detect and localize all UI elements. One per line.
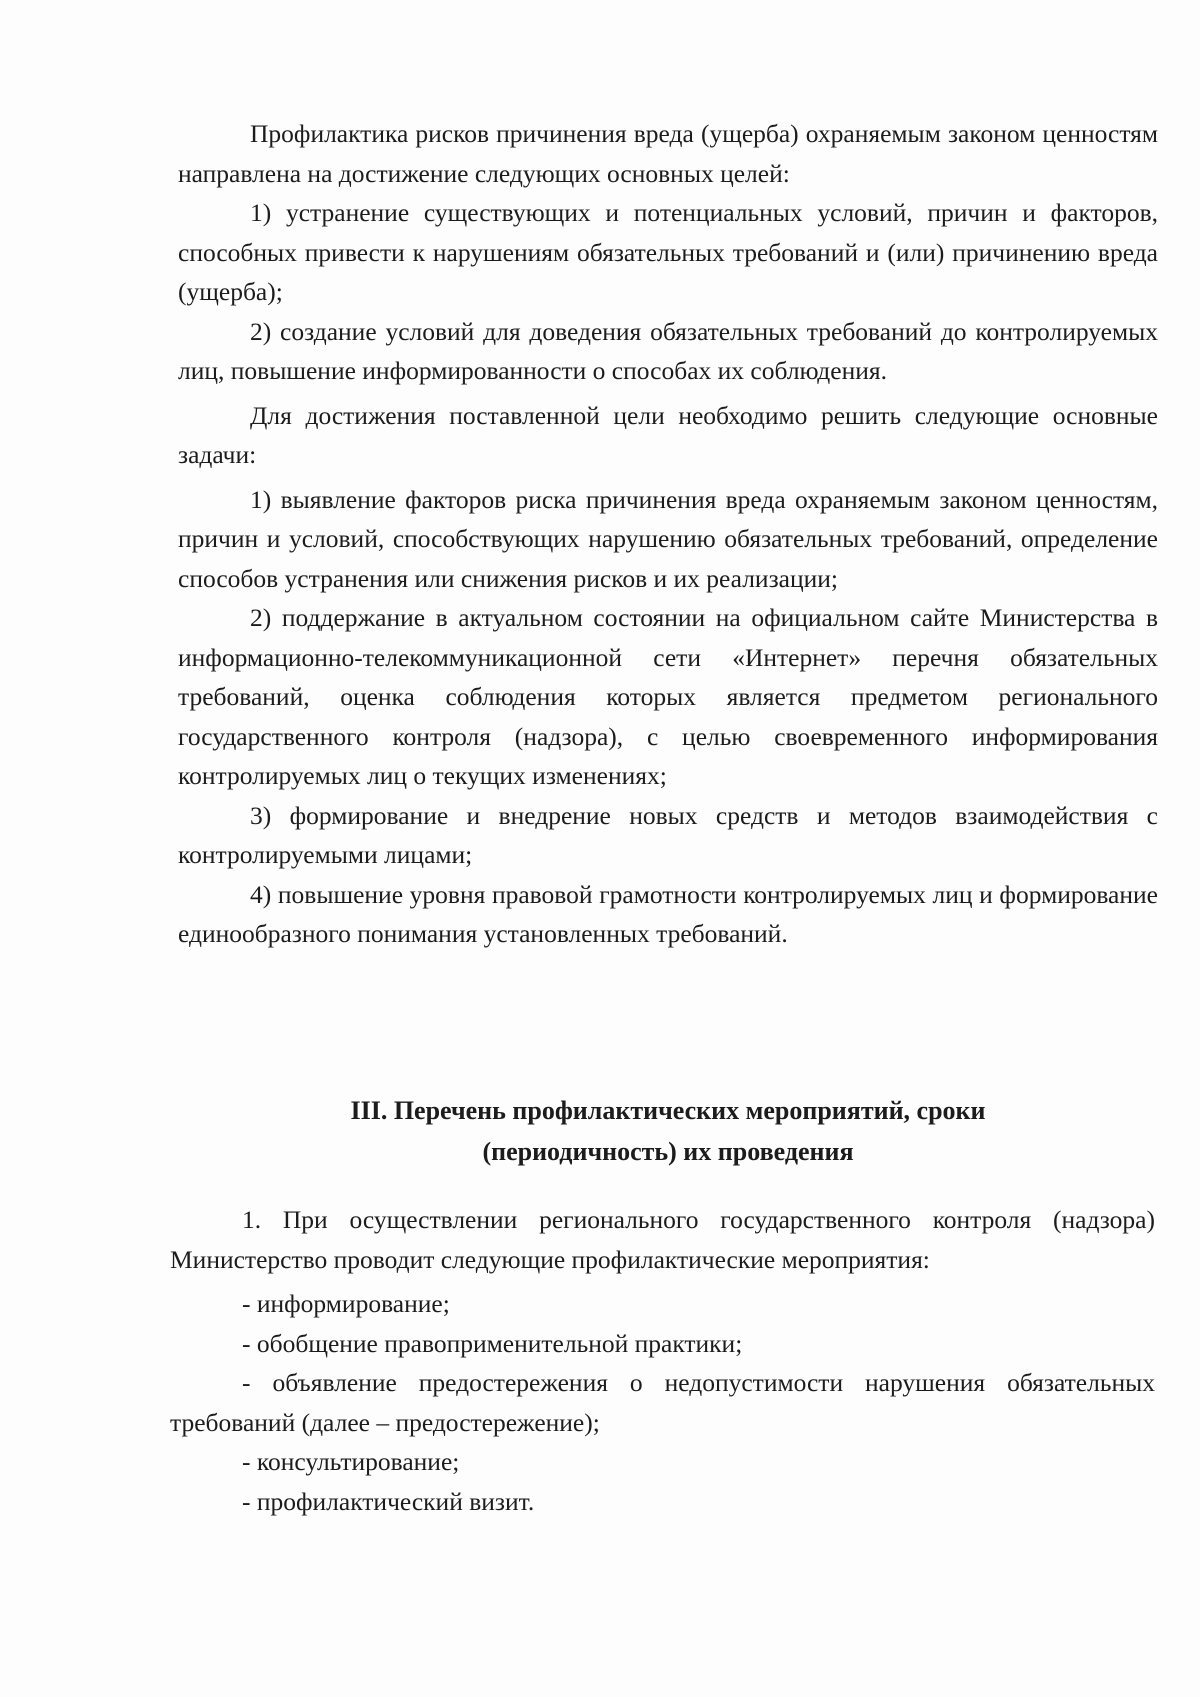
goal-item-2: 2) создание условий для доведения обязательных требований до контролируемых лиц, повышение информированности о способах их соблюдения. [178, 316, 1158, 385]
task-item-4: 4) повышение уровня правовой грамотности контролируемых лиц и формирование единообразного понимания установленных требований. [178, 879, 1158, 948]
measure-item-5: - профилактический визит. [242, 1486, 535, 1516]
measure-item-1: - информирование; [242, 1289, 450, 1318]
section-heading [178, 1090, 1158, 1172]
tasks-intro-paragraph: Для достижения поставленной цели необходимо решить следующие основные задачи: [178, 400, 1158, 469]
measure-item-4: - консультирование; [242, 1447, 460, 1476]
task-item-3: 3) формирование и внедрение новых средств и методов взаимодействия с контролируемыми лицами; [178, 800, 1158, 869]
goals-and-tasks-section [178, 114, 1158, 954]
goal-item-1: 1) устранение существующих и потенциальных условий, причин и факторов, способных привести к нарушениям обязательных требований и (или) причинению вреда (ущерба); [178, 198, 1158, 306]
measure-item-3: - объявление предостережения о недопустимости нарушения обязательных требований (далее – предостережение); [170, 1368, 1155, 1437]
section-heading-line-2: (периодичность) их проведения [482, 1137, 854, 1166]
measures-section [170, 1200, 1155, 1521]
intro-paragraph: Профилактика рисков причинения вреда (ущерба) охраняемым законом ценностям направлена на достижение следующих основных целей: [178, 119, 1158, 188]
task-item-1: 1) выявление факторов риска причинения вреда охраняемым законом ценностям, причин и условий, способствующих нарушению обязательных требований, определение способов устранения или снижения рисков и их реализации; [178, 484, 1158, 593]
measure-item-2: - обобщение правоприменительной практики; [242, 1328, 743, 1358]
task-item-2: 2) поддержание в актуальном состоянии на официальном сайте Министерства в информационно-телекоммуникационной сети «Интернет» перечня обязательных требований, оценка соблюдения которых является предметом регионального государственного контроля (надзора), с целью своевременного информирования контролируемых лиц о текущих изменениях; [178, 603, 1158, 790]
measures-intro-paragraph: 1. При осуществлении регионального государственного контроля (надзора) Министерство проводит следующие профилактические мероприятия: [170, 1205, 1155, 1274]
section-heading-line-1: III. Перечень профилактических мероприятий, сроки [350, 1096, 986, 1125]
